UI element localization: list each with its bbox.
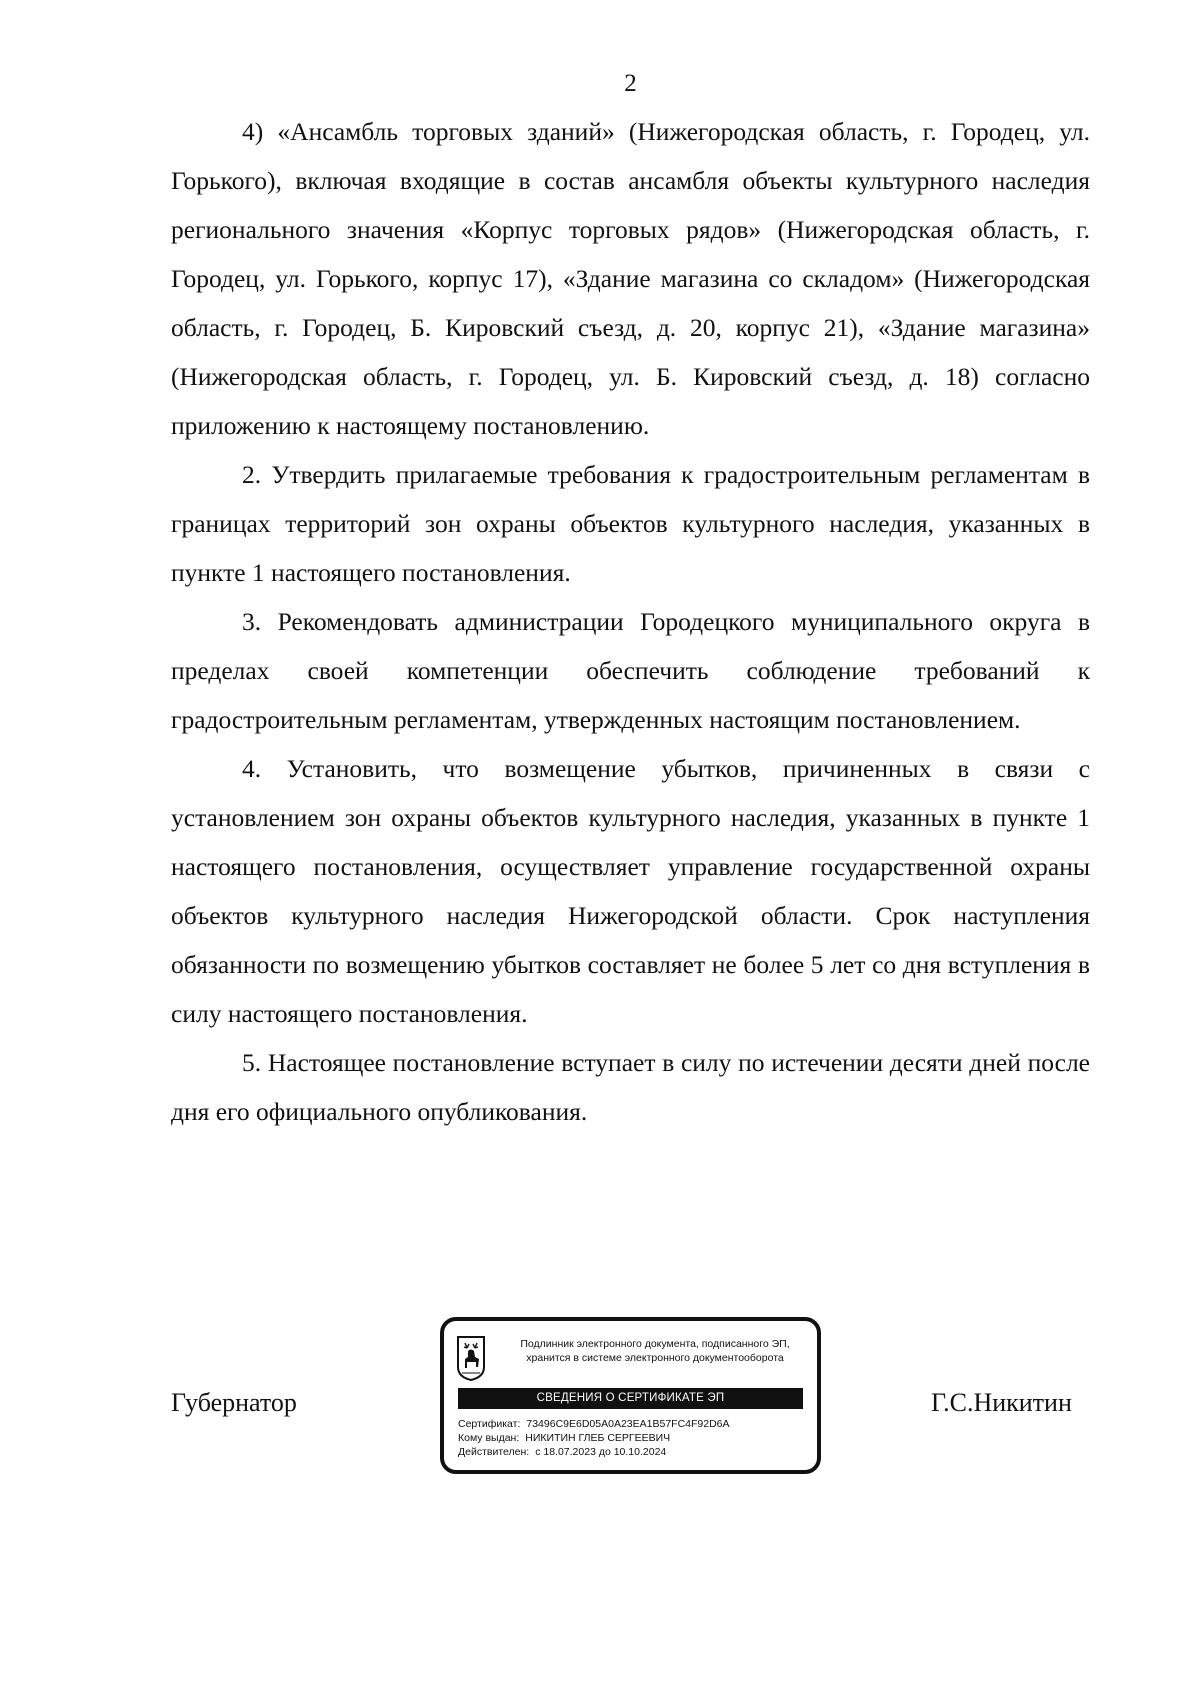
stamp-header-line1: Подлинник электронного документа, подписанного ЭП, [520,1338,790,1350]
issued-to-row [458,1431,730,1445]
document-body [171,107,1090,1136]
certificate-info-bar: СВЕДЕНИЯ О СЕРТИФИКАТЕ ЭП [458,1388,803,1409]
paragraph-4-compensation: 4. Установить, что возмещение убытков, причиненных в связи с установлением зон охраны объектов культурного наследия, указанных в пункте 1 настоящего постановления, осуществляет управление государственной охраны объектов культурного наследия Нижегородской области. Срок наступления обязанности по возмещению убытков составляет не более 5 лет со дня вступления в силу настоящего постановления. [171,754,1090,1028]
deer-emblem-icon [456,1335,486,1381]
paragraph-item-4-ensemble: 4) «Ансамбль торговых зданий» (Нижегородская область, г. Городец, ул. Горького), включая входящие в состав ансамбля объекты культурного наследия регионального значения «Корпус торговых рядов» (Нижегородская область, г. Городец, ул. Горького, корпус 17), «Здание магазина со складом» (Нижегородская область, г. Городец, Б. Кировский съезд, д. 20, корпус 21), «Здание магазина» (Нижегородская область, г. Городец, ул. Б. Кировский съезд, д. 18) согласно приложению к настоящему постановлению. [171,117,1090,440]
issued-to-value: НИКИТИН ГЛЕБ СЕРГЕЕВИЧ [525,1432,671,1444]
electronic-signature-stamp [440,1317,821,1474]
certificate-details [458,1417,730,1459]
certificate-label: Сертификат: [458,1418,521,1430]
certificate-row [458,1417,730,1431]
validity-label: Действителен: [458,1446,530,1458]
paragraph-3-recommend-administration: 3. Рекомендовать администрации Городецкого муниципального округа в пределах своей компетенции обеспечить соблюдение требований к градостроительным регламентам, утвержденных настоящим постановлением. [171,607,1090,734]
issued-to-label: Кому выдан: [458,1432,520,1444]
validity-row [458,1445,730,1459]
signatory-position: Губернатор [171,1388,297,1417]
signatory-name: Г.С.Никитин [931,1388,1072,1417]
certificate-value: 73496C9E6D05A0A23EA1B57FC4F92D6A [526,1418,730,1430]
validity-value: с 18.07.2023 до 10.10.2024 [535,1446,667,1458]
stamp-header-line2: хранится в системе электронного документооборота [526,1352,784,1364]
page-number: 2 [624,70,637,97]
paragraph-5-effective-date: 5. Настоящее постановление вступает в силу по истечении десяти дней после дня его официального опубликования. [171,1048,1090,1126]
stamp-header [496,1337,814,1365]
paragraph-2-approve-requirements: 2. Утвердить прилагаемые требования к градостроительным регламентам в границах территорий зон охраны объектов культурного наследия, указанных в пункте 1 настоящего постановления. [171,460,1090,587]
